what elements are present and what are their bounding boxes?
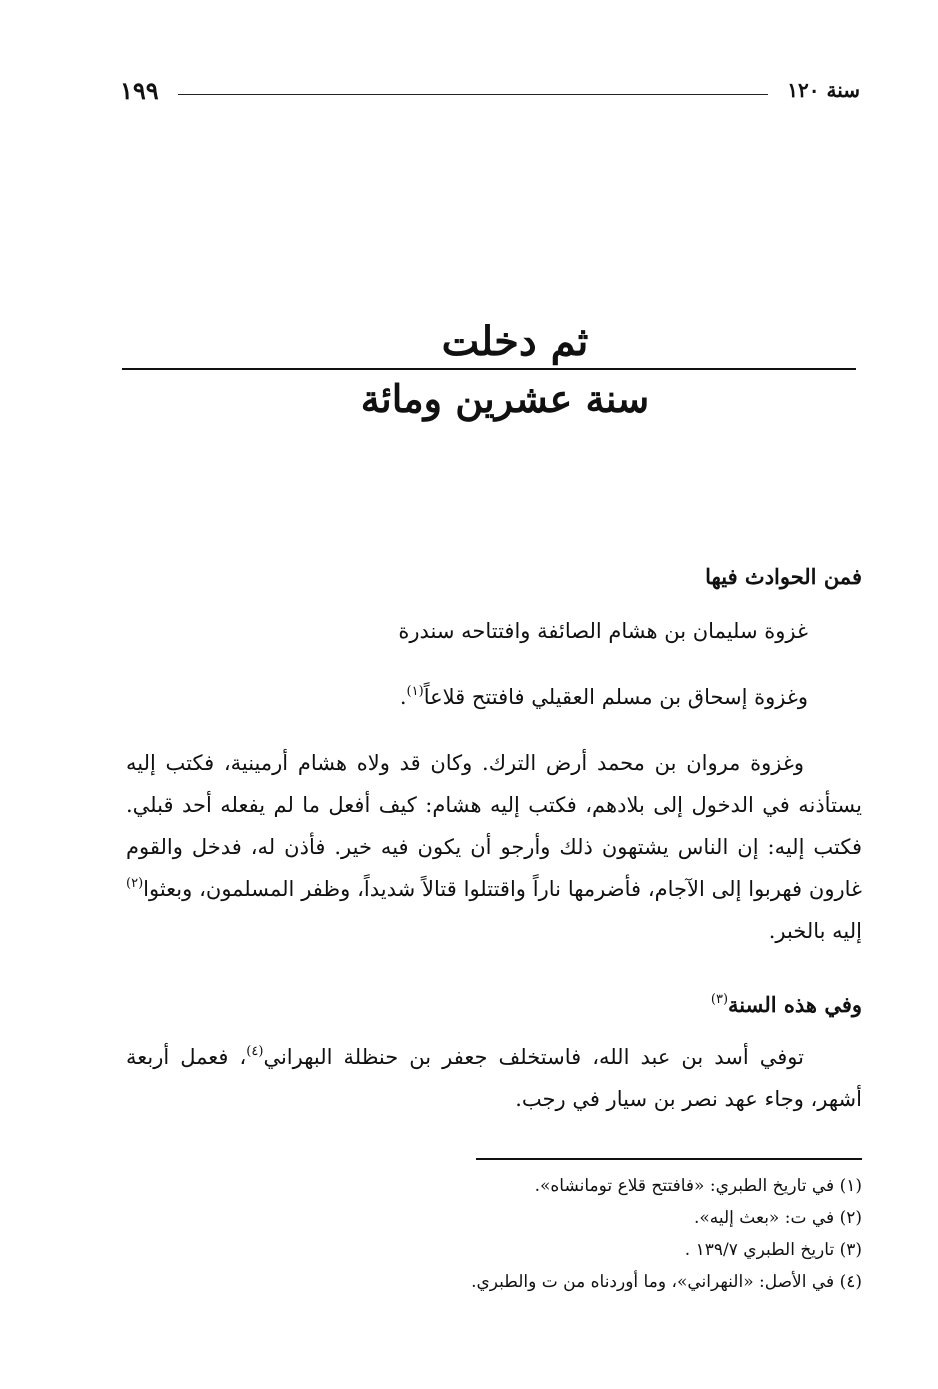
year-section-paragraph (126, 1036, 862, 1120)
event-item-3-end: إليه بالخبر. (768, 919, 862, 943)
footnote-1: (١) في تاريخ الطبري: «فافتتح قلاع تومانشاه». (534, 1176, 862, 1196)
event-item-1-text: غزوة سليمان بن هشام الصائفة وافتتاحه سندرة (398, 619, 808, 643)
year-section-heading: وفي هذه السنة (728, 992, 862, 1017)
event-item-2-text: وغزوة إسحاق بن مسلم العقيلي فافتتح قلاعاً (423, 685, 808, 709)
page-header (120, 76, 860, 116)
header-rule (178, 94, 768, 95)
footnote-4: (٤) في الأصل: «النهراني»، وما أوردناه من ت والطبري. (471, 1272, 862, 1292)
footnote-ref-2: (٢) (126, 876, 144, 891)
running-title: سنة ١٢٠ (787, 78, 860, 102)
events-heading: فمن الحوادث فيها (705, 564, 862, 589)
chapter-title-line1: ثم دخلت (441, 318, 589, 365)
title-divider (122, 368, 856, 370)
chapter-title-line2: سنة عشرين ومائة (360, 376, 650, 421)
footnote-2: (٢) في ت: «بعث إليه». (693, 1208, 862, 1228)
footnote-ref-4: (٤) (246, 1044, 264, 1059)
event-item-2-paragraph (126, 676, 862, 718)
events-heading-block (126, 556, 862, 598)
event-item-3-text: وغزوة مروان بن محمد أرض الترك. وكان قد ولاه هشام أرمينية، فكتب إليه يستأذنه في الدخول إلى بلادهم، فكتب إليه هشام: كيف أفعل ما لم يفعله أحد قبلي. فكتب إليه: إن الناس يشتهون ذلك وأرجو أن يكون فيه خير. فأذن له، فدخل والقوم غارون فهربوا إلى الآجام، فأضرمها ناراً واقتتلوا قتالاً شديداً، وظفر المسلمون، وبعثوا (126, 751, 862, 901)
page-number: ١٩٩ (120, 76, 159, 105)
footnote-ref-3: (٣) (710, 992, 729, 1007)
event-item-2-end: . (399, 685, 407, 709)
footnote-ref-1: (١) (406, 684, 424, 699)
footnotes (126, 1170, 862, 1298)
event-item-2 (126, 676, 862, 718)
footnote-3: (٣) تاريخ الطبري ١٣٩/٧ . (684, 1240, 862, 1260)
year-section-text: توفي أسد بن عبد الله، فاستخلف جعفر بن حنظلة البهراني (263, 1045, 804, 1069)
footnote-divider (476, 1158, 862, 1160)
year-section-text-end: ، فعمل أربعة أشهر، وجاء عهد نصر بن سيار في رجب. (126, 1045, 862, 1111)
event-item-3 (126, 742, 862, 952)
year-section-heading-block (126, 984, 862, 1026)
event-item-1 (126, 610, 862, 652)
